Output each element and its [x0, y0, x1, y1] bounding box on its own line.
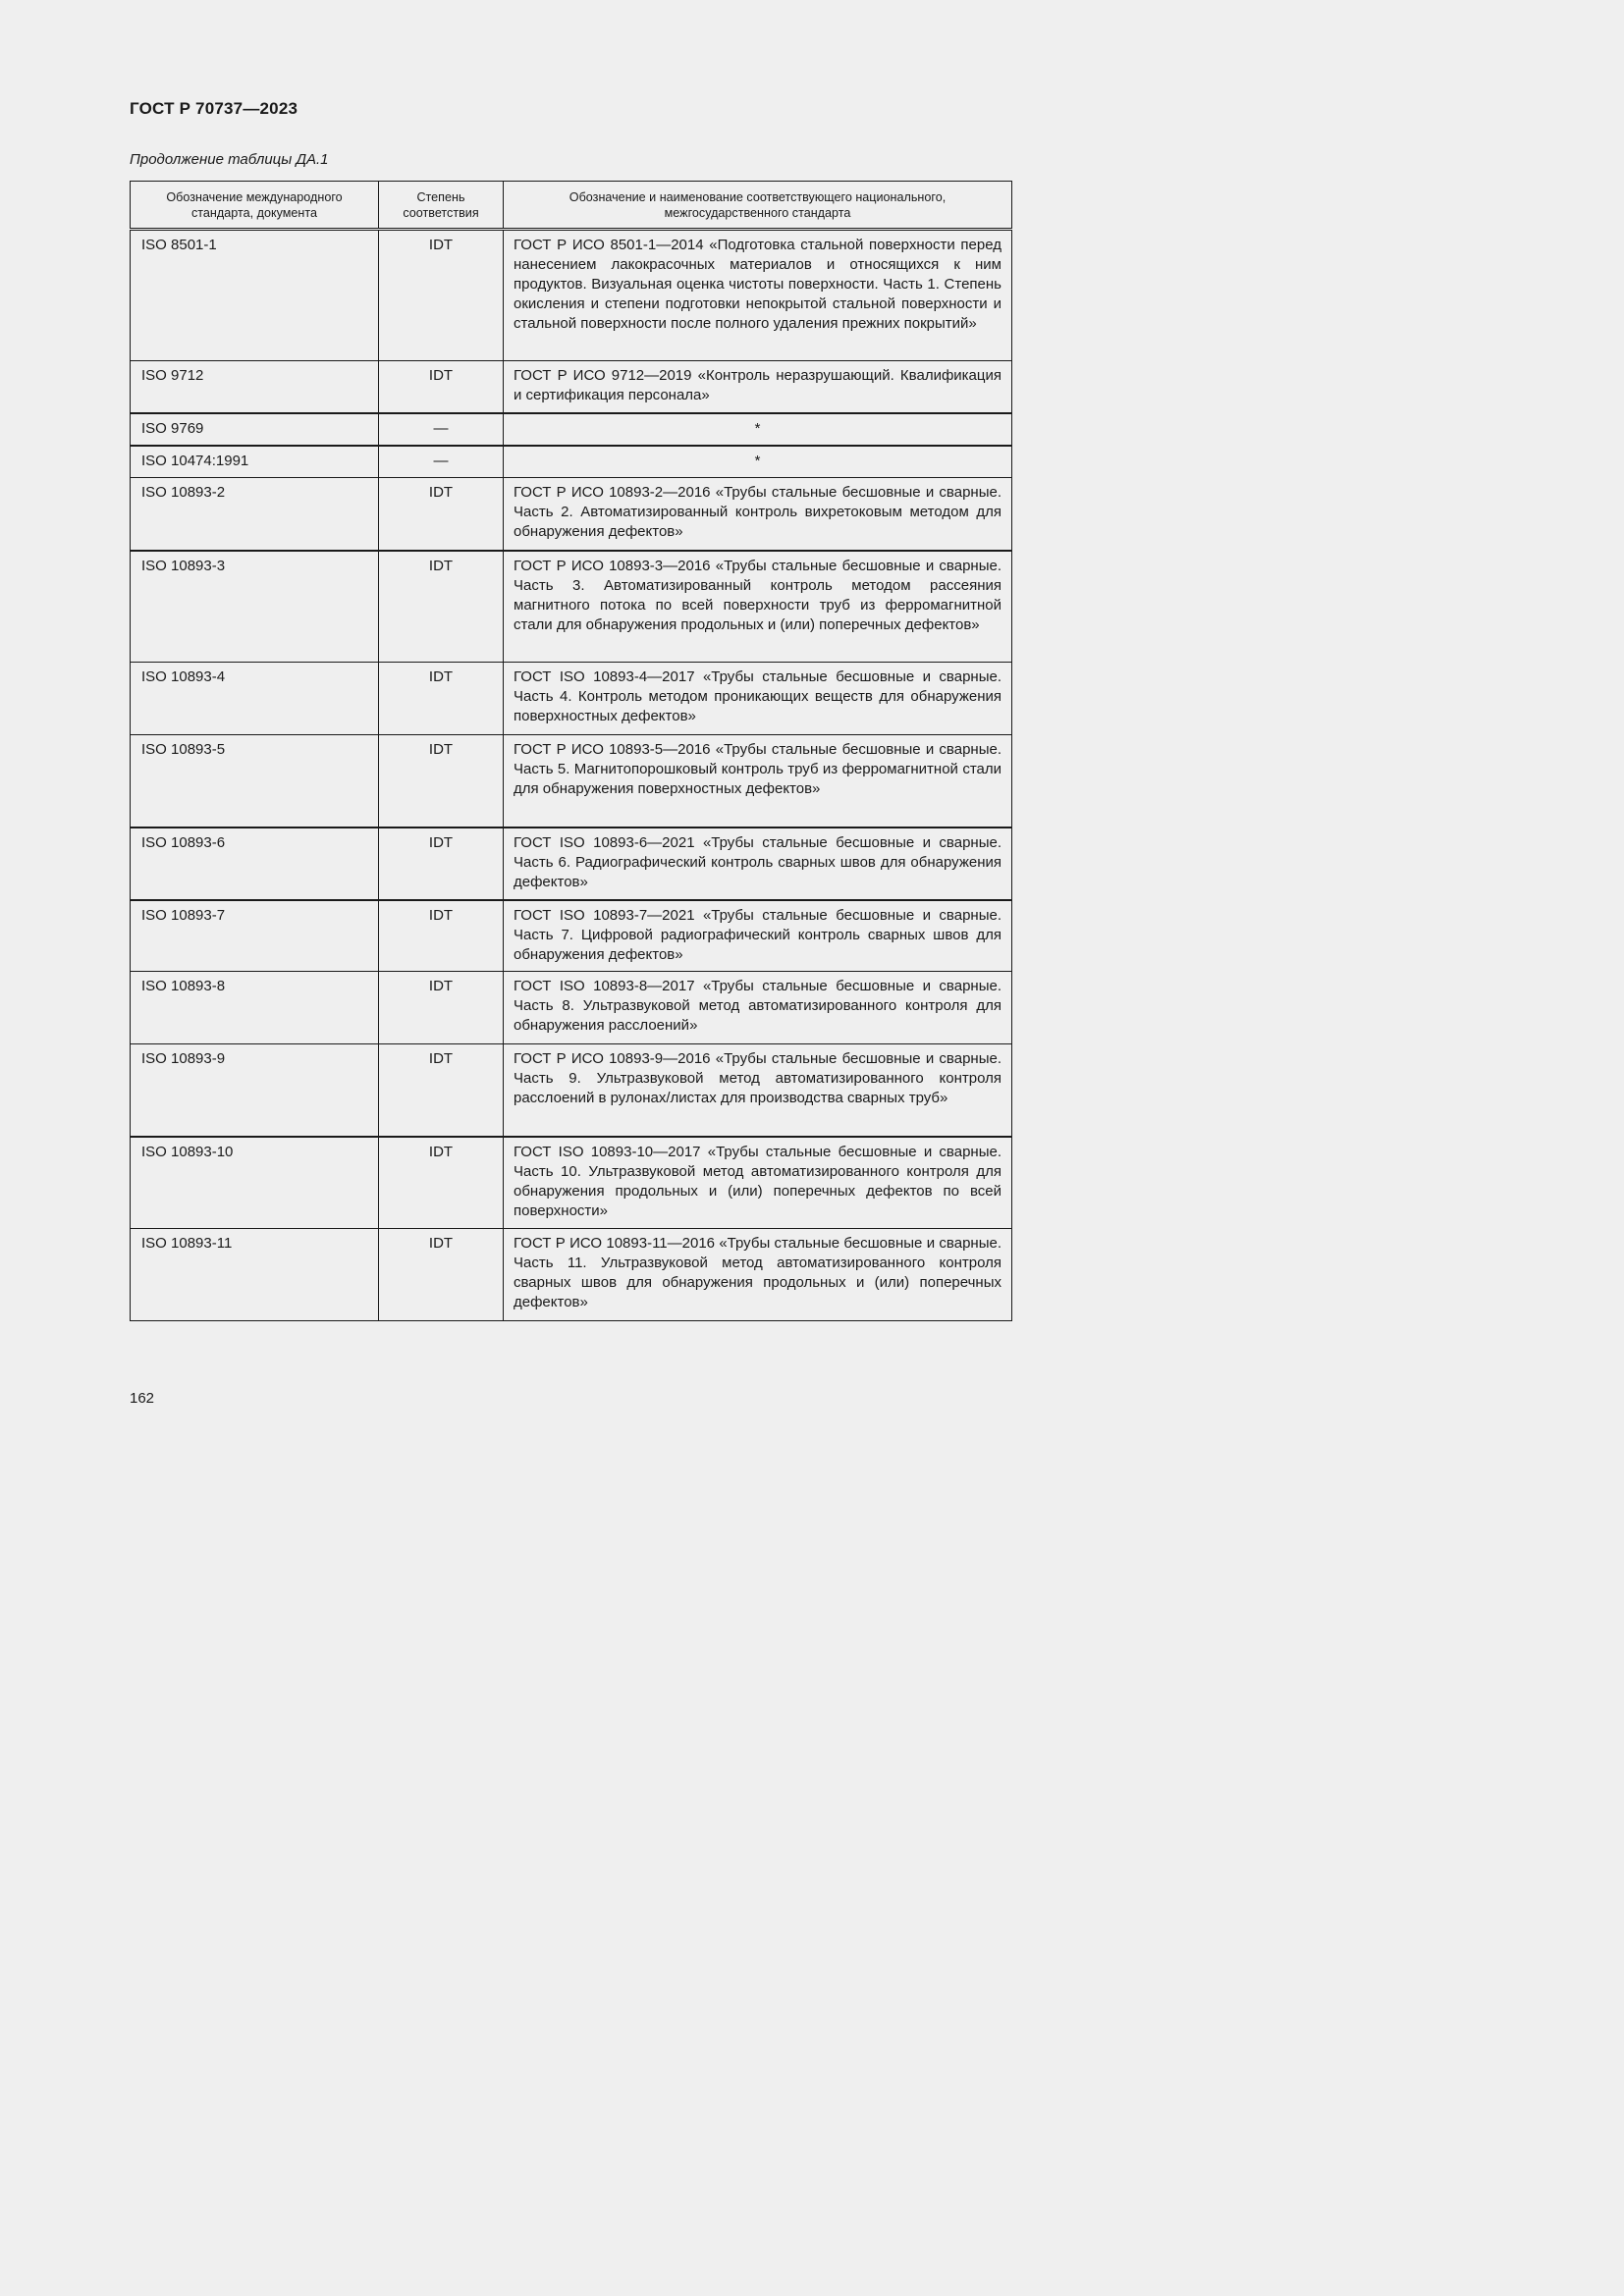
column-header-national: Обозначение и наименование соответствующего национального, межгосударственного стандарта [504, 182, 1012, 230]
cell-degree: IDT [379, 735, 504, 828]
table-row [131, 361, 1012, 413]
table-row [131, 413, 1012, 446]
table-row [131, 446, 1012, 478]
cell-national-standard: ГОСТ Р ИСО 10893-3—2016 «Трубы стальные бесшовные и сварные. Часть 3. Автоматизированный контроль методом рассеяния магнитного потока по всей поверхности труб из ферромагнитной стали для обнаружения продольных и (или) поперечных дефектов» [504, 551, 1012, 663]
cell-international-standard: ISO 9769 [131, 413, 379, 446]
cell-international-standard: ISO 10893-10 [131, 1137, 379, 1229]
table-row [131, 1044, 1012, 1137]
cell-national-standard: * [504, 446, 1012, 478]
cell-international-standard: ISO 10893-3 [131, 551, 379, 663]
table-row [131, 478, 1012, 551]
cell-international-standard: ISO 10893-6 [131, 828, 379, 900]
cell-national-standard: ГОСТ Р ИСО 10893-5—2016 «Трубы стальные бесшовные и сварные. Часть 5. Магнитопорошковый контроль труб из ферромагнитной стали для обнаружения поверхностных дефектов» [504, 735, 1012, 828]
column-header-degree: Степень соответствия [379, 182, 504, 230]
cell-national-standard: ГОСТ ISO 10893-10—2017 «Трубы стальные бесшовные и сварные. Часть 10. Ультразвуковой метод автоматизированного контроля для обнаружения продольных и (или) поперечных дефектов по всей поверхности» [504, 1137, 1012, 1229]
cell-national-standard: ГОСТ ISO 10893-4—2017 «Трубы стальные бесшовные и сварные. Часть 4. Контроль методом проникающих веществ для обнаружения поверхностных дефектов» [504, 663, 1012, 735]
cell-degree: IDT [379, 828, 504, 900]
page-number: 162 [130, 1390, 155, 1407]
document-code: ГОСТ Р 70737—2023 [130, 99, 298, 118]
cell-international-standard: ISO 8501-1 [131, 230, 379, 361]
table-row [131, 551, 1012, 663]
table-row [131, 828, 1012, 900]
cell-national-standard: * [504, 413, 1012, 446]
cell-degree: IDT [379, 1044, 504, 1137]
cell-degree: — [379, 413, 504, 446]
standards-table [130, 181, 1012, 1321]
cell-national-standard: ГОСТ Р ИСО 10893-11—2016 «Трубы стальные бесшовные и сварные. Часть 11. Ультразвуковой метод автоматизированного контроля сварных швов для обнаружения продольных и (или) поперечных дефектов» [504, 1229, 1012, 1321]
cell-degree: IDT [379, 663, 504, 735]
table-row [131, 230, 1012, 361]
cell-international-standard: ISO 10893-4 [131, 663, 379, 735]
cell-international-standard: ISO 10893-7 [131, 900, 379, 972]
cell-national-standard: ГОСТ ISO 10893-7—2021 «Трубы стальные бесшовные и сварные. Часть 7. Цифровой радиографический контроль сварных швов для обнаружения дефектов» [504, 900, 1012, 972]
table-row [131, 900, 1012, 972]
cell-national-standard: ГОСТ Р ИСО 10893-9—2016 «Трубы стальные бесшовные и сварные. Часть 9. Ультразвуковой метод автоматизированного контроля расслоений в рулонах/листах для производства сварных труб» [504, 1044, 1012, 1137]
cell-international-standard: ISO 10893-2 [131, 478, 379, 551]
cell-degree: IDT [379, 361, 504, 413]
cell-international-standard: ISO 10893-5 [131, 735, 379, 828]
table-row [131, 1229, 1012, 1321]
table-row [131, 972, 1012, 1044]
cell-international-standard: ISO 10893-8 [131, 972, 379, 1044]
cell-degree: IDT [379, 478, 504, 551]
table-header-row [131, 182, 1012, 230]
cell-national-standard: ГОСТ Р ИСО 10893-2—2016 «Трубы стальные бесшовные и сварные. Часть 2. Автоматизированный контроль вихретоковым методом для обнаружения дефектов» [504, 478, 1012, 551]
cell-national-standard: ГОСТ Р ИСО 9712—2019 «Контроль неразрушающий. Квалификация и сертификация персонала» [504, 361, 1012, 413]
cell-international-standard: ISO 10474:1991 [131, 446, 379, 478]
cell-international-standard: ISO 9712 [131, 361, 379, 413]
table-row [131, 663, 1012, 735]
column-header-international: Обозначение международного стандарта, документа [131, 182, 379, 230]
cell-international-standard: ISO 10893-11 [131, 1229, 379, 1321]
cell-national-standard: ГОСТ Р ИСО 8501-1—2014 «Подготовка стальной поверхности перед нанесением лакокрасочных материалов и относящихся к ним продуктов. Визуальная оценка чистоты поверхности. Часть 1. Степень окисления и степени подготовки непокрытой стальной поверхности и стальной поверхности после полного удаления прежних покрытий» [504, 230, 1012, 361]
cell-degree: IDT [379, 900, 504, 972]
cell-national-standard: ГОСТ ISO 10893-8—2017 «Трубы стальные бесшовные и сварные. Часть 8. Ультразвуковой метод автоматизированного контроля для обнаружения расслоений» [504, 972, 1012, 1044]
cell-degree: IDT [379, 972, 504, 1044]
cell-national-standard: ГОСТ ISO 10893-6—2021 «Трубы стальные бесшовные и сварные. Часть 6. Радиографический контроль сварных швов для обнаружения дефектов» [504, 828, 1012, 900]
table-caption: Продолжение таблицы ДА.1 [130, 151, 329, 168]
table-row [131, 1137, 1012, 1229]
cell-degree: IDT [379, 1229, 504, 1321]
cell-degree: — [379, 446, 504, 478]
cell-international-standard: ISO 10893-9 [131, 1044, 379, 1137]
cell-degree: IDT [379, 551, 504, 663]
cell-degree: IDT [379, 230, 504, 361]
table-row [131, 735, 1012, 828]
cell-degree: IDT [379, 1137, 504, 1229]
